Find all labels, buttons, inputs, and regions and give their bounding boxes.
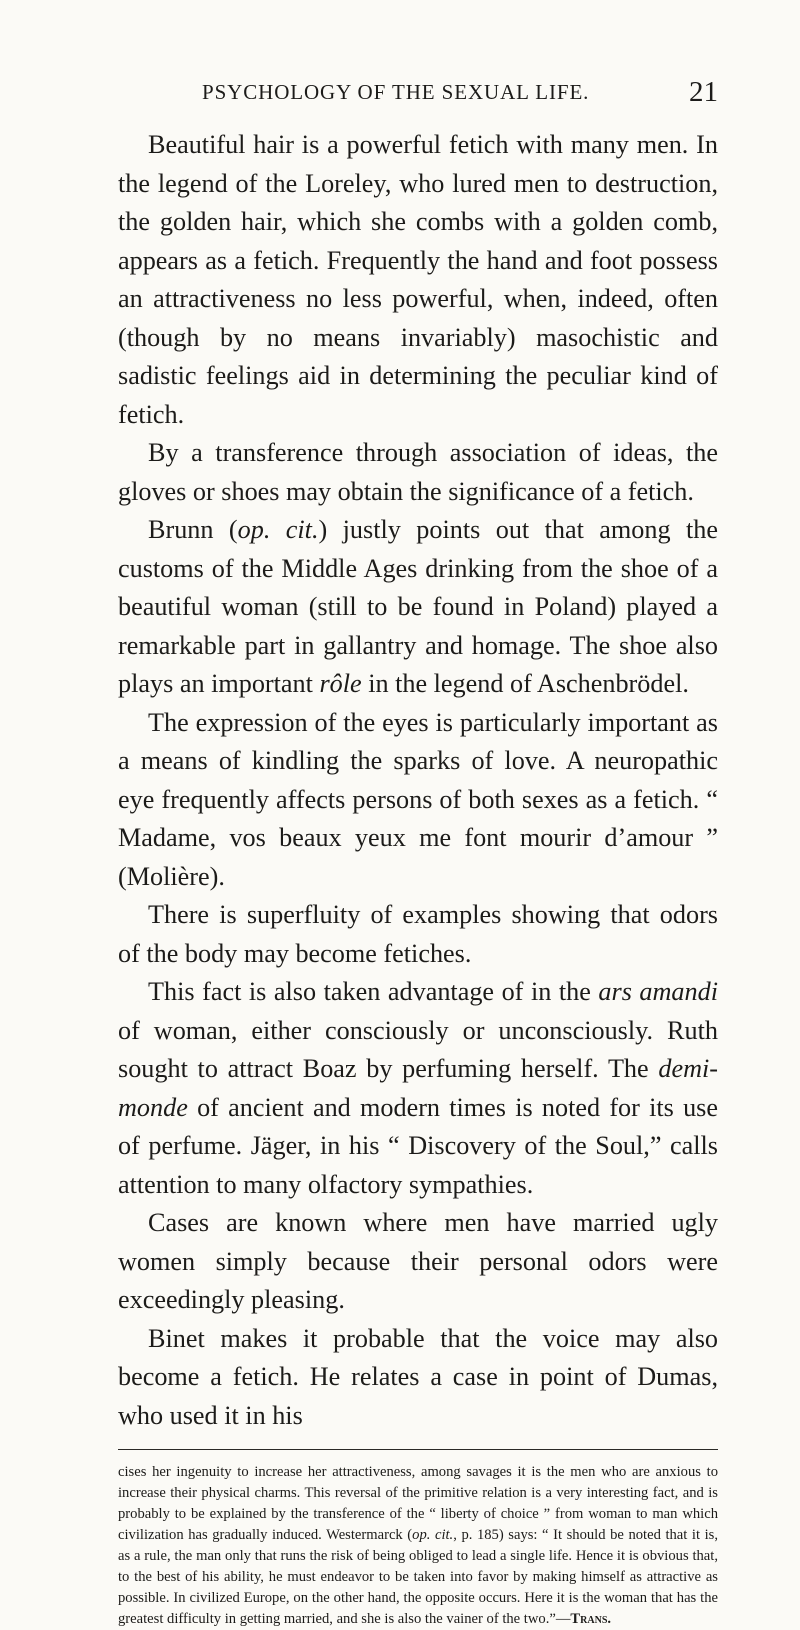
role-italic: rôle: [319, 669, 362, 698]
paragraph-hair: Beautiful hair is a powerful fetich with many men. In the legend of the Loreley, who lured men to destruction, the golden hair, which she combs with a golden comb, appears as a fetich. Frequently the hand and foot possess an attractiveness no less powerful, when, indeed, often (though by no means invariably) masochistic and sadistic feelings aid in determining the peculiar kind of fetich.: [118, 130, 718, 429]
text-run: in the legend of Aschenbrödel.: [361, 669, 689, 698]
text-run: ) justly points out that among the customs of the Middle Ages drinking from the shoe of a beautiful woman (still to be found in Poland) played a remarkable part in gallantry and homage. The shoe also plays an important: [118, 515, 718, 698]
citation-italic: op. cit.: [412, 1527, 454, 1543]
running-head: [118, 76, 718, 108]
footnote-rule: [118, 1449, 718, 1450]
paragraph-voice: Binet makes it probable that the voice may also become a fetich. He relates a case in point of Dumas, who used it in his: [118, 1323, 718, 1430]
paragraph-gloves-shoes: By a transference through association of ideas, the gloves or shoes may obtain the significance of a fetich.: [118, 438, 718, 506]
paragraph-brunn: [118, 511, 718, 704]
page-number: 21: [689, 76, 718, 108]
text-run: of ancient and modern times is noted for its use of perfume. Jäger, in his “ Discovery of the Soul,” calls attention to many olfactory sympathies.: [118, 1092, 718, 1199]
paragraph-eyes: The expression of the eyes is particularly important as a means of kindling the sparks of love. A neuropathic eye frequently affects persons of both sexes as a fetich. “ Madame, vos beaux yeux me font mourir d’amour ” (Molière).: [118, 707, 718, 891]
demi-monde-italic: demi-monde: [118, 1054, 718, 1122]
running-title: PSYCHOLOGY OF THE SEXUAL LIFE.: [202, 80, 590, 104]
book-page: [118, 76, 718, 1630]
body-text: [118, 126, 718, 1435]
text-run: cises her ingenuity to increase her attractiveness, among savages it is the men who are anxious to increase their physical charms. This reversal of the primitive relation is a very interesting fact, and is probably to be explained by the transference of the “ liberty of choice ” from woman to man which civilization has gradually induced. Westermarck (: [118, 1464, 718, 1543]
text-run: Brunn (: [148, 515, 238, 544]
citation-italic: op. cit.: [237, 515, 319, 544]
paragraph-perfume: [118, 973, 718, 1204]
translator-signature: Trans.: [570, 1611, 612, 1627]
text-run: of woman, either consciously or unconsciously. Ruth sought to attract Boaz by perfuming herself. The: [118, 1015, 718, 1083]
footnote: [118, 1462, 718, 1630]
ars-amandi-italic: ars amandi: [598, 977, 718, 1006]
paragraph-marriage: Cases are known where men have married ugly women simply because their personal odors were exceedingly pleasing.: [118, 1208, 718, 1314]
paragraph-odors: There is superfluity of examples showing that odors of the body may become fetiches.: [118, 900, 718, 968]
text-run: This fact is also taken advantage of in the: [148, 977, 599, 1006]
text-run: , p. 185) says: “ It should be noted that it is, as a rule, the man only that runs the risk of being obliged to lead a single life. Hence it is obvious that, to the best of his ability, he must endeavor to be taken into favor by making himself as attractive as possible. In civilized Europe, on the other hand, the opposite occurs. Here it is the woman that has the greatest difficulty in getting married, and she is also the vainer of the two.”—: [118, 1527, 718, 1627]
